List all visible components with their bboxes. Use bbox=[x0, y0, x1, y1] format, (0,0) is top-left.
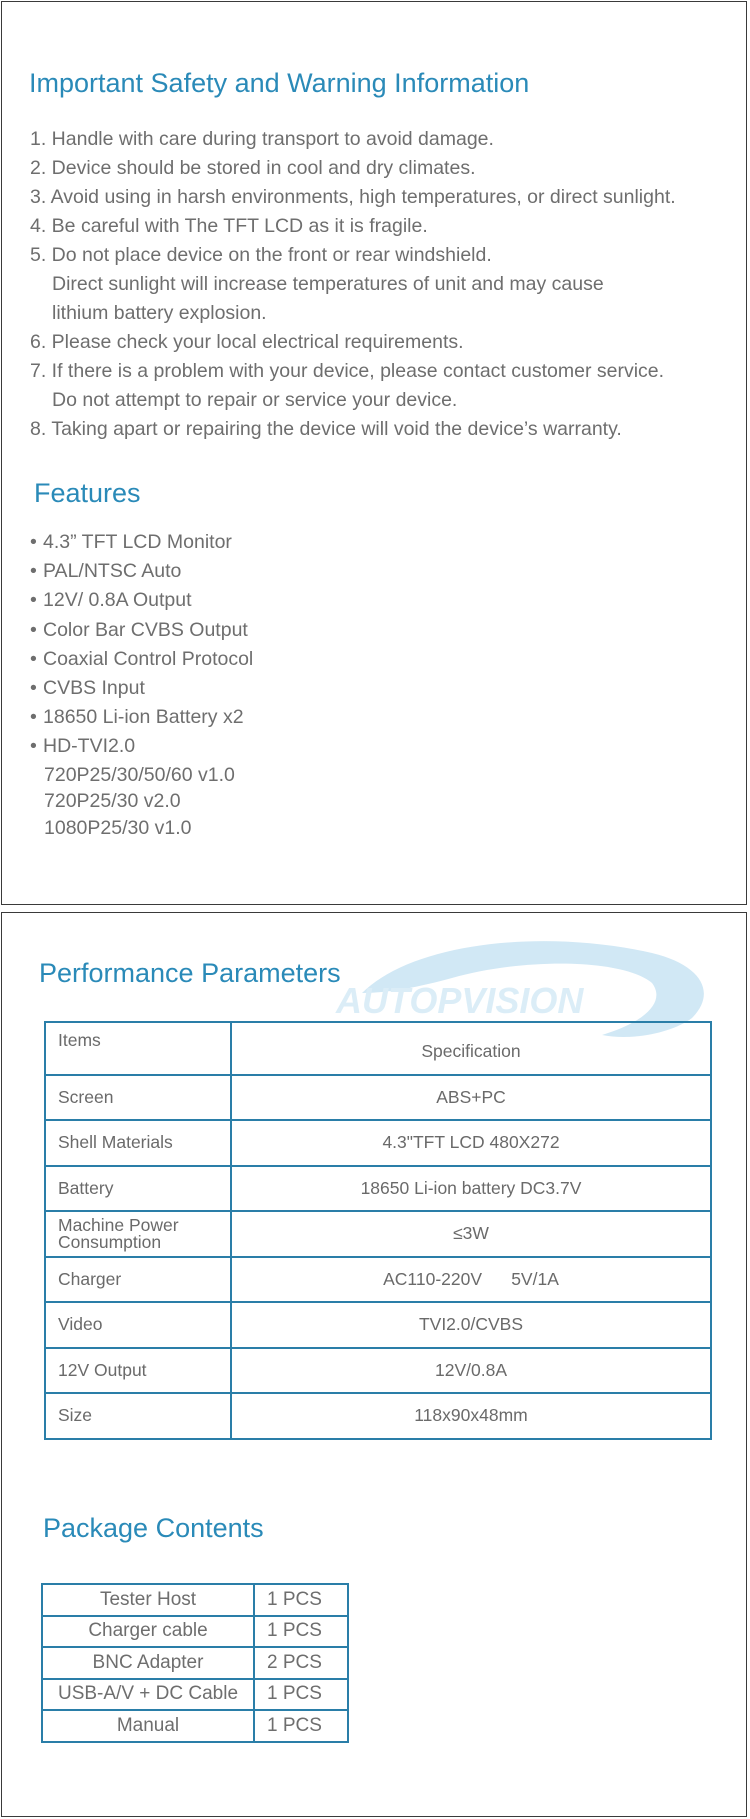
package-item-name: Tester Host bbox=[42, 1584, 254, 1616]
bullet-icon: • bbox=[30, 589, 37, 612]
table-row bbox=[45, 1166, 711, 1212]
feature-text: CVBS Input bbox=[43, 677, 145, 700]
package-table bbox=[41, 1583, 349, 1743]
safety-item: 5. Do not place device on the front or rear windshield. bbox=[30, 244, 492, 266]
safety-features-panel bbox=[1, 1, 747, 905]
param-value: ≤3W bbox=[231, 1211, 711, 1257]
param-value: Specification bbox=[231, 1022, 711, 1075]
safety-item: 8. Taking apart or repairing the device will void the device’s warranty. bbox=[30, 418, 622, 440]
package-item-qty: 1 PCS bbox=[254, 1679, 348, 1711]
feature-text: 18650 Li-ion Battery x2 bbox=[43, 706, 244, 729]
feature-text: 4.3” TFT LCD Monitor bbox=[43, 531, 232, 553]
package-item-qty: 1 PCS bbox=[254, 1584, 348, 1616]
table-row bbox=[42, 1647, 348, 1679]
safety-item: 1. Handle with care during transport to avoid damage. bbox=[30, 128, 494, 150]
safety-item-continuation: lithium battery explosion. bbox=[52, 302, 267, 324]
param-name: Battery bbox=[45, 1166, 231, 1212]
feature-text: 12V/ 0.8A Output bbox=[43, 589, 192, 612]
safety-item: 7. If there is a problem with your device, please contact customer service. bbox=[30, 360, 665, 382]
safety-item: 2. Device should be stored in cool and dry climates. bbox=[30, 157, 476, 179]
safety-item: 6. Please check your local electrical requirements. bbox=[30, 331, 464, 353]
safety-item-continuation: Direct sunlight will increase temperatures of unit and may cause bbox=[52, 273, 604, 295]
bullet-icon: • bbox=[30, 706, 37, 729]
table-row bbox=[45, 1257, 711, 1303]
bullet-icon: • bbox=[30, 677, 37, 700]
feature-sub-item: 720P25/30 v2.0 bbox=[44, 790, 181, 813]
feature-text: PAL/NTSC Auto bbox=[43, 560, 182, 583]
param-value: 12V/0.8A bbox=[231, 1348, 711, 1394]
param-value: AC110-220V 5V/1A bbox=[231, 1257, 711, 1303]
bullet-icon: • bbox=[30, 618, 37, 641]
features-title: Features bbox=[34, 478, 141, 508]
bullet-icon: • bbox=[30, 735, 37, 758]
safety-item: 4. Be careful with The TFT LCD as it is fragile. bbox=[30, 215, 428, 237]
package-item-qty: 1 PCS bbox=[254, 1710, 348, 1742]
table-row bbox=[45, 1120, 711, 1166]
safety-item-continuation: Do not attempt to repair or service your device. bbox=[52, 389, 458, 411]
safety-item: 3. Avoid using in harsh environments, high temperatures, or direct sunlight. bbox=[30, 186, 676, 208]
feature-item bbox=[30, 674, 253, 703]
bullet-icon: • bbox=[30, 647, 37, 670]
bullet-icon: • bbox=[30, 531, 37, 553]
param-name: Screen bbox=[45, 1075, 231, 1121]
param-name: Video bbox=[45, 1302, 231, 1348]
safety-title: Important Safety and Warning Information bbox=[29, 68, 530, 98]
param-value: ABS+PC bbox=[231, 1075, 711, 1121]
feature-item bbox=[30, 557, 253, 586]
package-item-name: BNC Adapter bbox=[42, 1647, 254, 1679]
performance-table bbox=[44, 1021, 712, 1440]
feature-item bbox=[30, 616, 253, 645]
table-row bbox=[42, 1710, 348, 1742]
specs-panel bbox=[1, 912, 747, 1817]
param-name: Charger bbox=[45, 1257, 231, 1303]
bullet-icon: • bbox=[30, 560, 37, 583]
watermark-text: AUTOPVISION bbox=[336, 980, 584, 1021]
param-name: Items bbox=[45, 1022, 231, 1075]
safety-list bbox=[30, 125, 676, 444]
feature-sub-item: 1080P25/30 v1.0 bbox=[44, 816, 192, 839]
feature-text: Coaxial Control Protocol bbox=[43, 647, 254, 670]
features-list bbox=[30, 528, 253, 841]
table-row bbox=[45, 1211, 711, 1257]
package-item-name: USB-A/V + DC Cable bbox=[42, 1679, 254, 1711]
table-row bbox=[42, 1584, 348, 1616]
table-row bbox=[45, 1075, 711, 1121]
feature-item bbox=[30, 732, 253, 761]
param-name: Machine Power Consumption bbox=[45, 1211, 231, 1257]
package-item-qty: 1 PCS bbox=[254, 1616, 348, 1648]
feature-text: HD-TVI2.0 bbox=[43, 735, 136, 758]
param-value: 118x90x48mm bbox=[231, 1393, 711, 1439]
package-item-name: Charger cable bbox=[42, 1616, 254, 1648]
table-row bbox=[45, 1393, 711, 1439]
performance-title: Performance Parameters bbox=[39, 958, 341, 988]
param-value: 4.3"TFT LCD 480X272 bbox=[231, 1120, 711, 1166]
param-name: 12V Output bbox=[45, 1348, 231, 1394]
param-value: TVI2.0/CVBS bbox=[231, 1302, 711, 1348]
package-title: Package Contents bbox=[43, 1513, 264, 1543]
table-row bbox=[45, 1302, 711, 1348]
feature-item bbox=[30, 645, 253, 674]
feature-item bbox=[30, 586, 253, 615]
param-name: Shell Materials bbox=[45, 1120, 231, 1166]
param-value: 18650 Li-ion battery DC3.7V bbox=[231, 1166, 711, 1212]
feature-item bbox=[30, 703, 253, 732]
table-row bbox=[45, 1022, 711, 1075]
feature-item bbox=[30, 528, 253, 557]
table-row bbox=[42, 1616, 348, 1648]
package-item-name: Manual bbox=[42, 1710, 254, 1742]
table-row bbox=[42, 1679, 348, 1711]
param-name: Size bbox=[45, 1393, 231, 1439]
package-item-qty: 2 PCS bbox=[254, 1647, 348, 1679]
feature-text: Color Bar CVBS Output bbox=[43, 618, 248, 641]
table-row bbox=[45, 1348, 711, 1394]
feature-sub-item: 720P25/30/50/60 v1.0 bbox=[44, 763, 235, 786]
